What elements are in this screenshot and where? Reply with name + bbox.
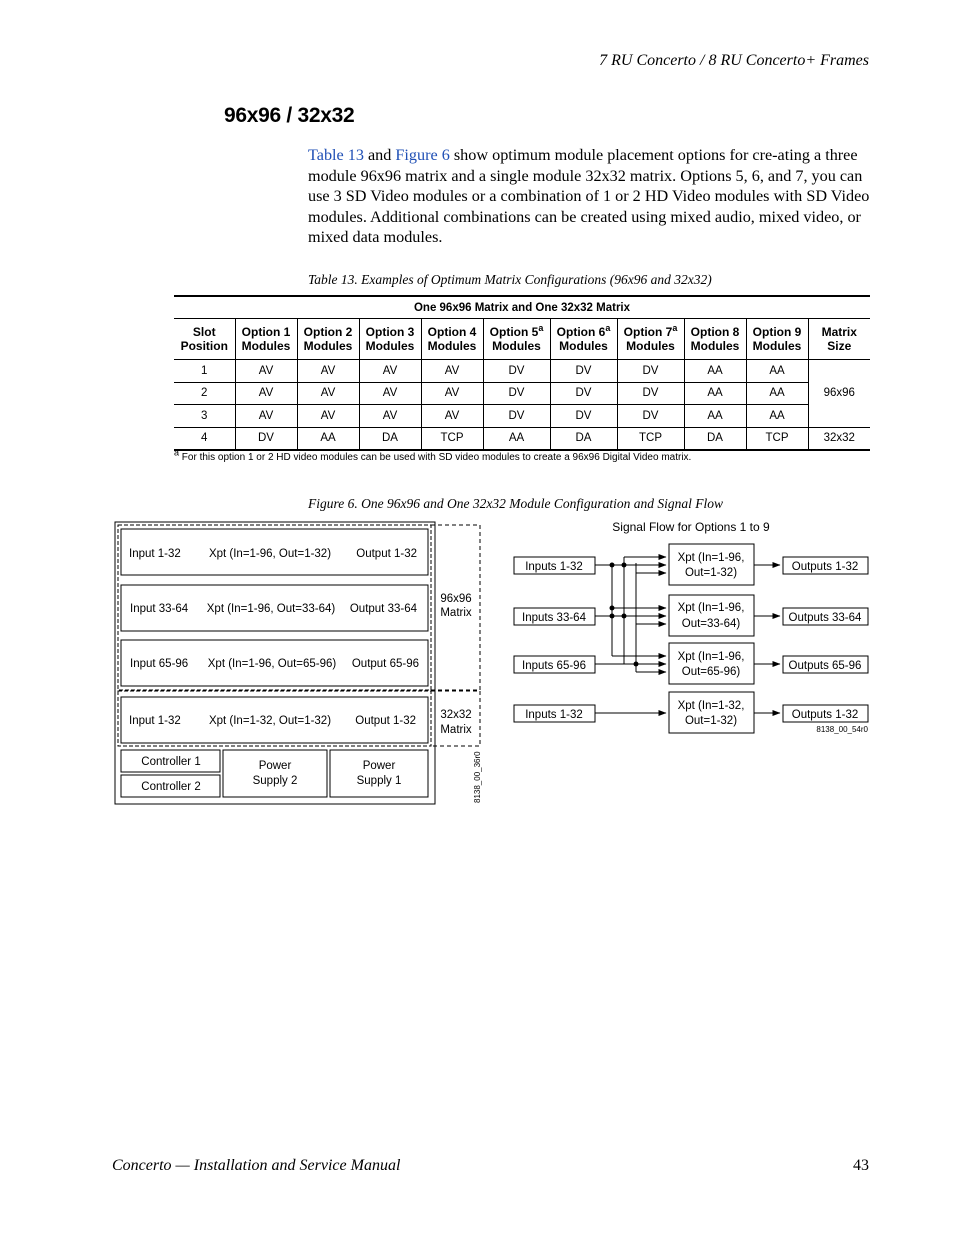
module-3-input: Input 65-96 [130, 658, 189, 670]
label-32-line2: Matrix [440, 724, 472, 736]
label-96-line2: Matrix [440, 607, 472, 619]
label-32-line1: 32x32 [440, 709, 472, 721]
table-row: 1 AV AV AV AV DV DV DV AA AA 96x96 [174, 360, 870, 383]
table-row: 2 AV AV AV AV DV DV DV AA AA [174, 382, 870, 405]
flow-xpt-2-line2: Out=33-64) [681, 618, 741, 630]
flow-input-4: Inputs 1-32 [525, 709, 583, 721]
frame-figure-code: 8138_00_36r0 [473, 751, 482, 803]
module-3-output: Output 65-96 [351, 658, 419, 670]
footer-page-number: 43 [853, 1157, 869, 1174]
flow-xpt-3-line1: Xpt (In=1-96, [677, 651, 745, 663]
flow-input-1: Inputs 1-32 [525, 561, 583, 573]
module-1-xpt: Xpt (In=1-96, Out=1-32) [208, 548, 332, 560]
footnote-ref: a [672, 323, 678, 333]
column-header: Option 6$^a$ Modules [550, 319, 617, 360]
column-header: Matrix Size [808, 319, 870, 360]
matrix-size-96: 96x96 [808, 360, 870, 428]
table-caption: Table 13. Examples of Optimum Matrix Configurations (96x96 and 32x32) [308, 272, 712, 287]
flow-input-2: Inputs 33-64 [522, 612, 586, 624]
column-header: Option 9 Modules [746, 319, 808, 360]
power-supply-2-line2: Supply 2 [252, 775, 298, 787]
module-4-input: Input 1-32 [129, 715, 181, 727]
body-text: show optimum module placement options for cre-ating a three module 96x96 matrix and a single module 32x32 matrix. Options 5, 6, and 7, you can use 3 SD Video modules or a combination of 1 or 2 HD Video modules with SD Video modules. Additional combinations can be created using mixed audio, mixed video, or mixed data modules. [308, 146, 870, 246]
table-13-link[interactable]: Table 13 [308, 146, 364, 164]
module-2-xpt: Xpt (In=1-96, Out=33-64) [206, 603, 336, 615]
power-supply-1-line2: Supply 1 [356, 775, 402, 787]
power-supply-1-box [330, 750, 428, 797]
column-header: Slot Position [174, 319, 235, 360]
controller-2-label: Controller 2 [141, 781, 201, 793]
flow-output-4: Outputs 1-32 [791, 709, 859, 721]
footnote-ref: a [538, 323, 544, 333]
flow-output-1: Outputs 1-32 [791, 561, 859, 573]
table-footnote: $^a$ For this option 1 or 2 HD video modules can be used with SD video modules to create a 96x96 Digital Video matrix. [174, 447, 692, 463]
footer-manual-title: Concerto — Installation and Service Manual [112, 1157, 401, 1174]
module-2-input: Input 33-64 [130, 603, 189, 615]
signal-flow-wires [595, 557, 780, 713]
column-header: Option 3 Modules [359, 319, 421, 360]
footnote-ref: a [605, 323, 611, 333]
column-header: Option 7$^a$ Modules [617, 319, 684, 360]
flow-output-2: Outputs 33-64 [788, 612, 862, 624]
flow-xpt-3-line2: Out=65-96) [681, 666, 741, 678]
power-supply-1-line1: Power [362, 760, 396, 772]
module-4-output: Output 1-32 [355, 715, 416, 727]
column-header: Option 8 Modules [684, 319, 746, 360]
module-1-input: Input 1-32 [129, 548, 181, 560]
table-span-header: One 96x96 Matrix and One 32x32 Matrix [174, 296, 870, 319]
flow-figure-code: 8138_00_54r0 [816, 725, 868, 734]
body-and: and [363, 146, 396, 164]
flow-output-3: Outputs 65-96 [788, 660, 862, 672]
module-2-output: Output 33-64 [349, 603, 417, 615]
figure-caption: Figure 6. One 96x96 and One 32x32 Module Configuration and Signal Flow [308, 496, 723, 511]
table-row: 4 DV AA DA TCP AA DA TCP DA TCP 32x32 [174, 427, 870, 450]
column-header: Option 1 Modules [235, 319, 297, 360]
flow-xpt-2-line1: Xpt (In=1-96, [677, 602, 745, 614]
module-3-xpt: Xpt (In=1-96, Out=65-96) [207, 658, 337, 670]
power-supply-2-box [223, 750, 327, 797]
controller-1-label: Controller 1 [141, 756, 201, 768]
column-header: Option 5$^a$ Modules [483, 319, 550, 360]
flow-xpt-4-line2: Out=1-32) [684, 715, 738, 727]
signal-flow-title: Signal Flow for Options 1 to 9 [612, 520, 770, 534]
power-supply-2-line1: Power [258, 760, 292, 772]
column-header: Option 4 Modules [421, 319, 483, 360]
figure-6-link[interactable]: Figure 6 [395, 146, 450, 164]
flow-input-3: Inputs 65-96 [522, 660, 586, 672]
label-96-line1: 96x96 [440, 593, 472, 605]
footnote-mark: a [174, 447, 180, 458]
flow-xpt-1-line2: Out=1-32) [684, 567, 738, 579]
section-title: 96x96 / 32x32 [224, 104, 355, 127]
running-header: 7 RU Concerto / 8 RU Concerto+ Frames [599, 52, 869, 69]
matrix-size-32: 32x32 [808, 427, 870, 450]
column-header: Option 2 Modules [297, 319, 359, 360]
module-4-xpt: Xpt (In=1-32, Out=1-32) [208, 715, 332, 727]
module-1-output: Output 1-32 [356, 548, 417, 560]
flow-xpt-4-line1: Xpt (In=1-32, [677, 700, 745, 712]
table-row: 3 AV AV AV AV DV DV DV AA AA [174, 405, 870, 428]
flow-xpt-1-line1: Xpt (In=1-96, [677, 552, 745, 564]
